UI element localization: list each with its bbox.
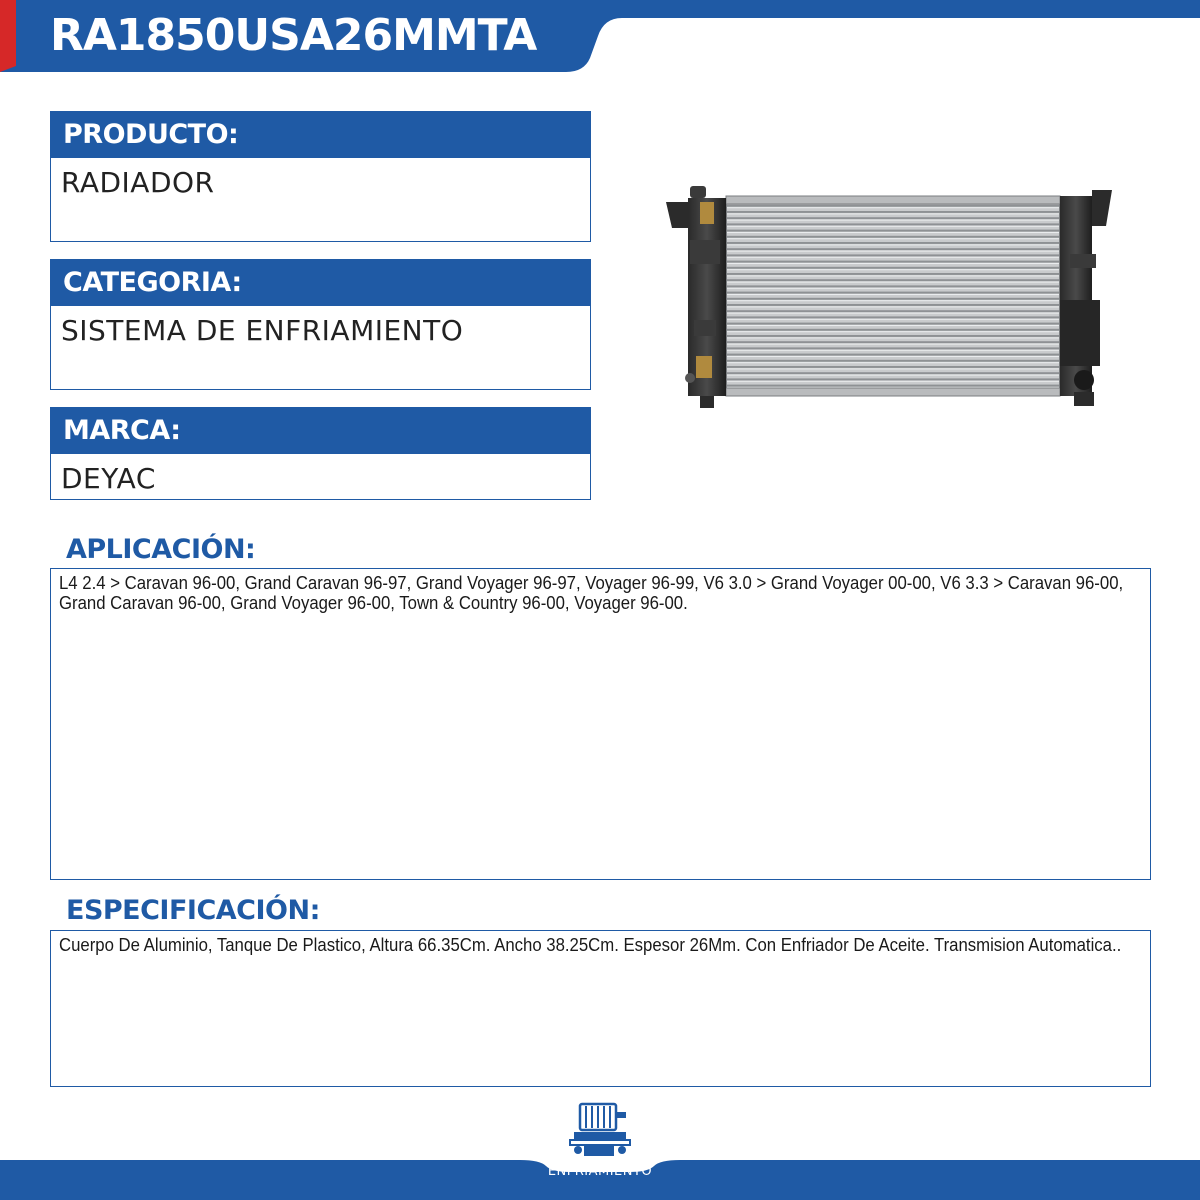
producto-label: PRODUCTO: [51,112,590,158]
footer-label: ENFRIAMIENTO [547,1164,653,1179]
categoria-label: CATEGORIA: [51,260,590,306]
categoria-box [50,259,591,390]
especificacion-heading: ESPECIFICACIÓN: [66,895,320,926]
producto-value: RADIADOR [61,166,215,199]
marca-label: MARCA: [51,408,590,454]
producto-box [50,111,591,242]
header-bar [0,0,1200,72]
especificacion-text: Cuerpo De Aluminio, Tanque De Plastico, Altura 66.35Cm. Ancho 38.25Cm. Espesor 26Mm. Con Enfriador De Aceite. Transmision Automatica.. [59,935,1122,955]
categoria-value: SISTEMA DE ENFRIAMIENTO [61,314,464,347]
product-code-title: RA1850USA26MMTA [50,10,537,61]
marca-value: DEYAC [61,462,156,495]
aplicacion-heading: APLICACIÓN: [66,534,256,565]
aplicacion-box [50,568,1151,880]
especificacion-box [50,930,1151,1087]
radiator-icon [566,1102,634,1164]
aplicacion-text: L4 2.4 > Caravan 96-00, Grand Caravan 96-97, Grand Voyager 96-97, Voyager 96-99, V6 3.0 > Grand Voyager 00-00, V6 3.3 > Caravan 96-00, Grand Caravan 96-00, Grand Voyager 96-00, Town & Country 96-00, Voyager 96-00. [59,573,1124,613]
marca-box [50,407,591,500]
radiator-product-image [660,180,1120,412]
